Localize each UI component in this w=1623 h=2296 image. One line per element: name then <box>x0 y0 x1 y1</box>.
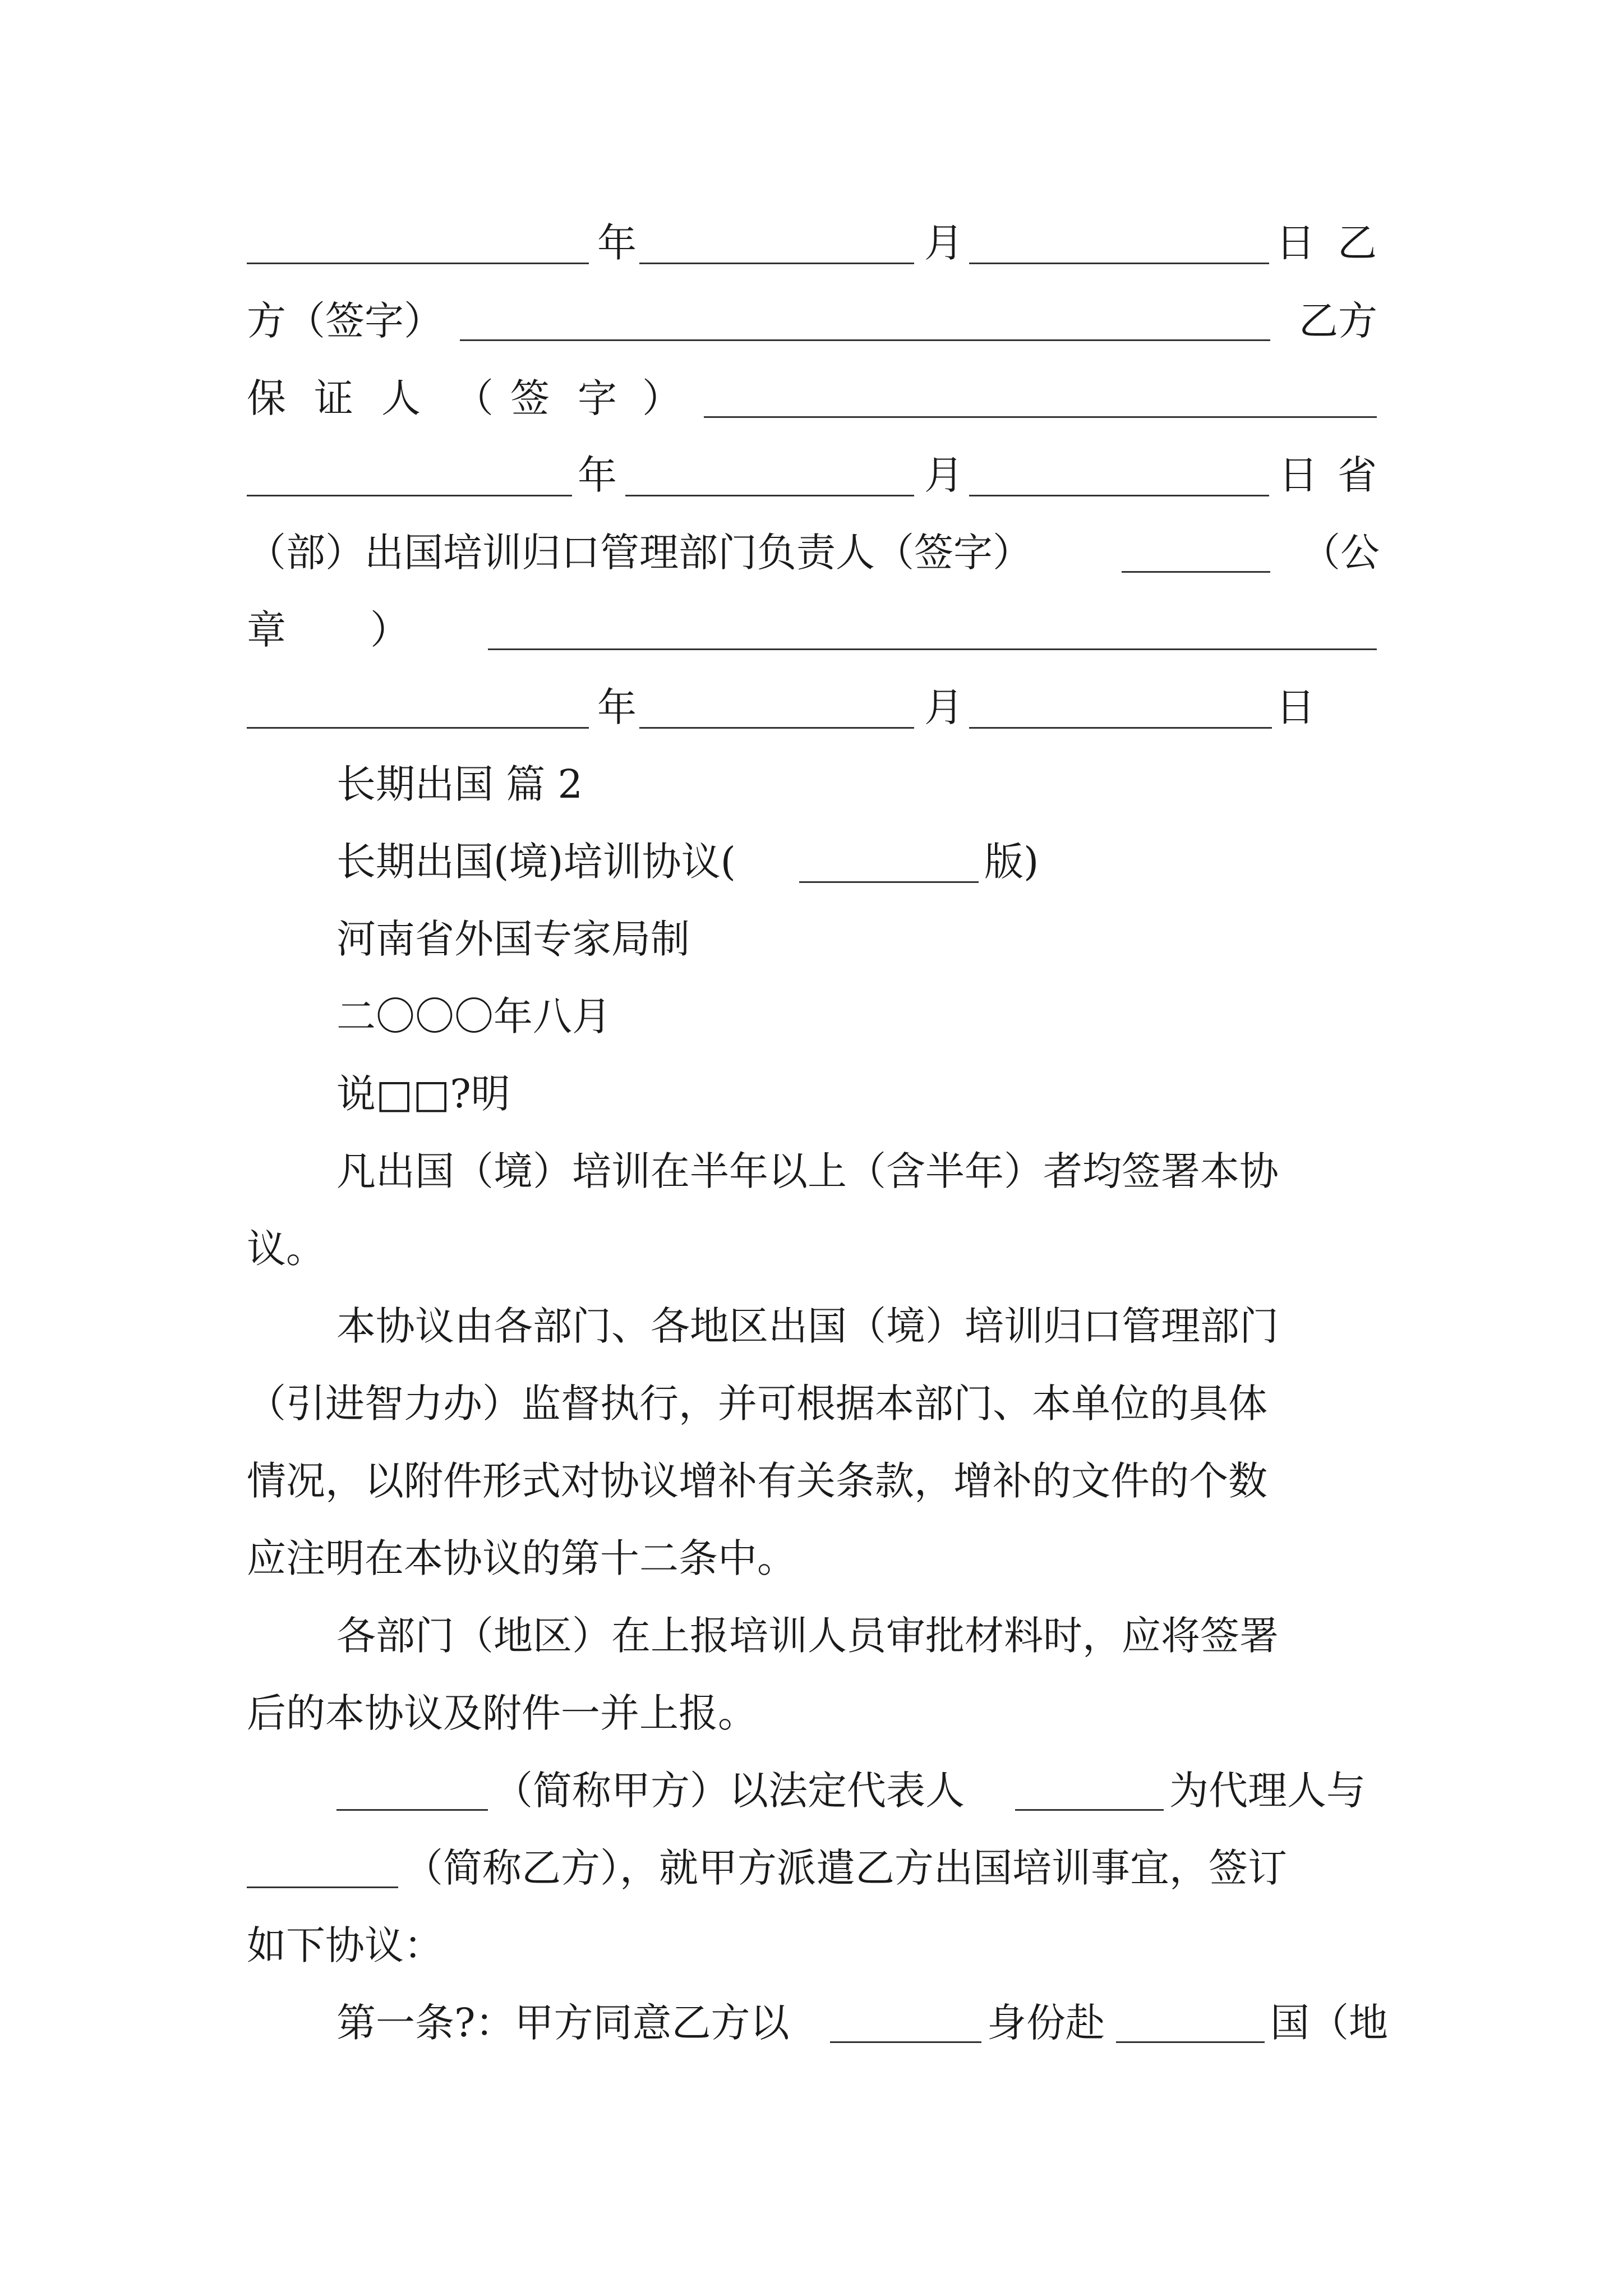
agreement-title-prefix: 长期出国(境)培训协议( <box>336 839 736 885</box>
blank-edition <box>799 881 979 883</box>
paragraph-line: 应注明在本协议的第十二条中。 <box>247 1535 796 1581</box>
issuer-line: 河南省外国专家局制 <box>336 916 690 962</box>
blank-year <box>247 727 589 729</box>
label-month: 月 <box>924 684 963 730</box>
paragraph-line: 本协议由各部门、各地区出国（境）培训归口管理部门 <box>336 1303 1279 1349</box>
blank-seal <box>488 648 1377 650</box>
paragraph-line: 如下协议： <box>247 1922 443 1968</box>
paragraph-line: 后的本协议及附件一并上报。 <box>247 1690 757 1736</box>
blank-day <box>969 263 1269 264</box>
seal-label-a: 章 <box>247 607 286 653</box>
document-page: 年 月 日 乙 方（签字） 乙方 保 证 人 （ 签 字 ） 年 月 日 省 （部）出国培训归口管理部门负责人（签字） （公 章 ） 年 月 日 长期出国 篇 2 长期出国(境)培训协议( 版) 河南省外国专家局制 二〇〇〇年八月 说□□?明 凡出国（境）培训在半年以上（含半年）者均签署本协 议。 本协议由各部门、各地区出国（境）培训归口管理部门 （引进智力办）监督执行，并可根据本部门、本单位的具体 情况，以附件形式对协议增补有关条款，增补的文件的个数 应注明在本协议的第十二条中。 各部门（地区）在上报培训人员审批材料时，应将签署 后的本协议及附件一并上报。 （简称甲方）以法定代表人 为代理人与 （简称乙方），就甲方派遣乙方出国培训事宜，签订 如下协议： 第一条?：甲方同意乙方以 身份赴 国（地 <box>247 220 1388 2046</box>
explanation-heading: 说□□?明 <box>336 1071 510 1117</box>
paragraph-line: 凡出国（境）培训在半年以上（含半年）者均签署本协 <box>336 1148 1279 1194</box>
blank-day <box>969 727 1272 729</box>
row2-tail: 乙方 <box>1299 298 1377 344</box>
label-day: 日 <box>1276 684 1315 730</box>
blank-party-b <box>247 1887 398 1888</box>
agreement-title-suffix: 版) <box>984 839 1039 885</box>
paragraph-line: 为代理人与 <box>1169 1768 1366 1814</box>
paragraph-line: （简称甲方）以法定代表人 <box>494 1768 965 1814</box>
label-month: 月 <box>924 220 963 266</box>
article-one-text: 国（地 <box>1270 2000 1388 2046</box>
seal-label-b: ） <box>370 607 409 653</box>
row4-tail: 省 <box>1338 452 1377 498</box>
blank-year <box>247 495 572 496</box>
row5-tail: （公 <box>1301 530 1380 576</box>
dept-head-sign-label: （部）出国培训归口管理部门负责人（签字） <box>247 530 1032 576</box>
label-year: 年 <box>597 220 637 266</box>
blank-guarantor-sign <box>704 416 1377 418</box>
article-one-text: 身份赴 <box>987 2000 1105 2046</box>
row1-tail: 乙 <box>1338 220 1377 266</box>
label-month: 月 <box>924 452 963 498</box>
blank-party-a <box>336 1809 488 1811</box>
paragraph-line: （引进智力办）监督执行，并可根据本部门、本单位的具体 <box>247 1381 1267 1427</box>
blank-party-b-sign <box>460 339 1270 341</box>
blank-month <box>625 495 914 496</box>
blank-month <box>639 727 914 729</box>
blank-year <box>247 263 589 264</box>
blank-identity <box>830 2041 981 2043</box>
blank-representative <box>1015 1809 1164 1811</box>
blank-dept-head-sign <box>1122 571 1270 573</box>
paragraph-line: 各部门（地区）在上报培训人员审批材料时，应将签署 <box>336 1613 1279 1659</box>
blank-country <box>1116 2041 1265 2043</box>
label-day: 日 <box>1279 452 1318 498</box>
paragraph-line: 情况，以附件形式对协议增补有关条款，增补的文件的个数 <box>247 1458 1267 1504</box>
blank-day <box>969 495 1269 496</box>
label-year: 年 <box>597 684 637 730</box>
paragraph-line: 议。 <box>247 1226 325 1272</box>
issue-date: 二〇〇〇年八月 <box>336 993 611 1039</box>
party-b-sign-label: 方（签字） <box>247 298 443 344</box>
label-year: 年 <box>578 452 617 498</box>
section-heading: 长期出国 篇 2 <box>336 761 583 807</box>
article-one-text: 第一条?：甲方同意乙方以 <box>336 2000 790 2046</box>
paragraph-line: （简称乙方），就甲方派遣乙方出国培训事宜，签订 <box>404 1845 1287 1891</box>
label-day: 日 <box>1276 220 1315 266</box>
blank-month <box>639 263 914 264</box>
